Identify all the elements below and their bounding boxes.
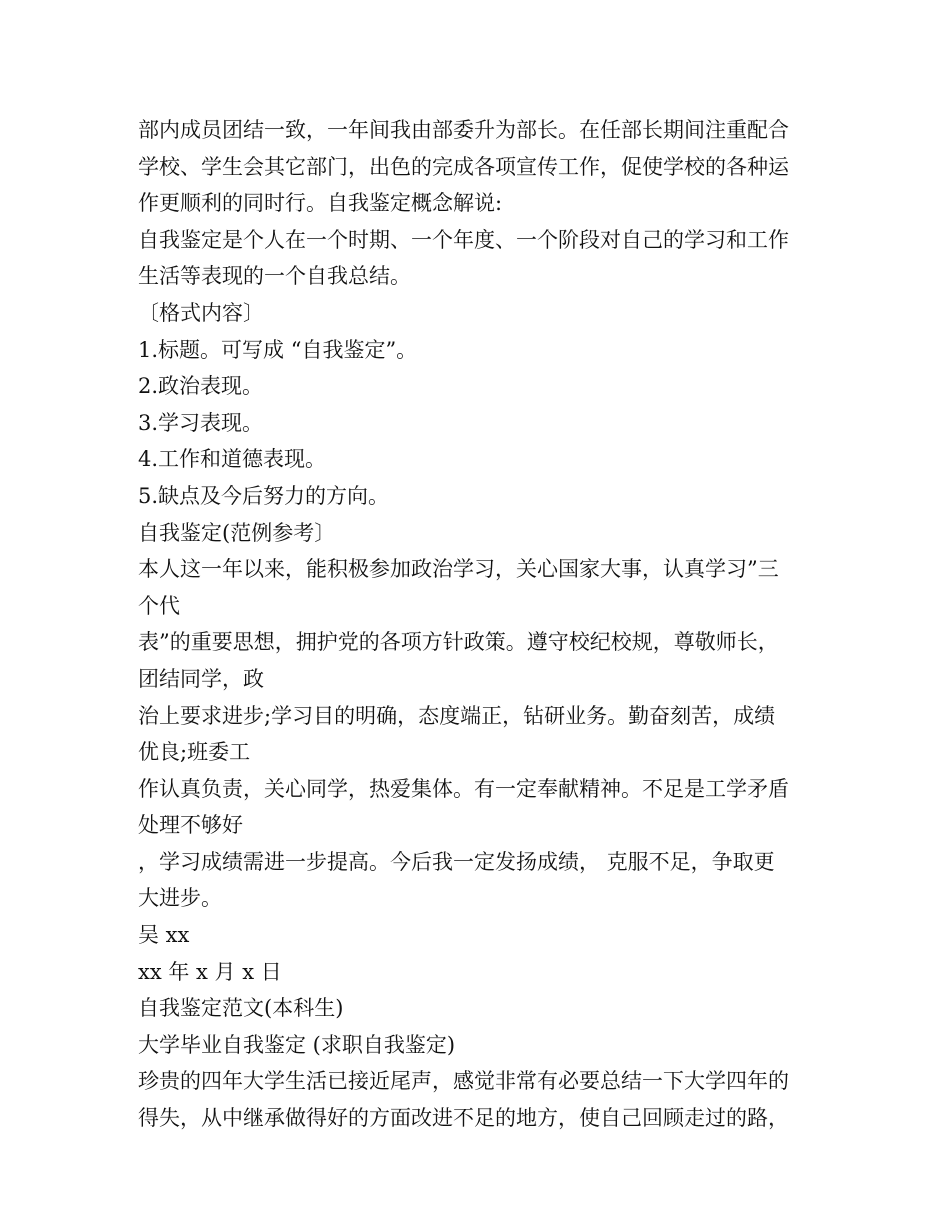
text-line: 学校、学生会其它部门，出色的完成各项宣传工作，促使学校的各种运 bbox=[138, 154, 789, 179]
list-item: 2.政治表现。 bbox=[138, 374, 264, 399]
text-line: 自我鉴定是个人在一个时期、一个年度、一个阶段对自己的学习和工作 bbox=[138, 227, 789, 252]
signature-name: 吴 xx bbox=[138, 923, 190, 948]
list-item: 4.工作和道德表现。 bbox=[138, 447, 327, 472]
text-line: 珍贵的四年大学生活已接近尾声，感觉非常有必要总结一下大学四年的 bbox=[138, 1069, 789, 1094]
section-heading: 自我鉴定(范例参考〕 bbox=[138, 520, 336, 545]
text-line: 个代 bbox=[138, 593, 180, 618]
text-line: 部内成员团结一致，一年间我由部委升为部长。在任部长期间注重配合 bbox=[138, 118, 789, 142]
text-line: 生活等表现的一个自我总结。 bbox=[138, 264, 411, 289]
section-heading: 〔格式内容〕 bbox=[138, 300, 264, 325]
text-line: 本人这一年以来，能积极参加政治学习，关心国家大事，认真学习”三 bbox=[138, 557, 779, 582]
text-line: 处理不够好 bbox=[138, 813, 243, 838]
text-line: 得失，从中继承做得好的方面改进不足的地方，使自己回顾走过的路， bbox=[138, 1106, 789, 1131]
section-heading: 大学毕业自我鉴定 (求职自我鉴定) bbox=[138, 1032, 456, 1057]
text-line: 大进步。 bbox=[138, 886, 222, 911]
list-item: 5.缺点及今后努力的方向。 bbox=[138, 483, 390, 508]
list-item: 3.学习表现。 bbox=[138, 410, 264, 435]
signature-date: xx 年 x 月 x 日 bbox=[138, 959, 282, 984]
text-line: 表”的重要思想，拥护党的各项方针政策。遵守校纪校规，尊敬师长， bbox=[138, 630, 779, 655]
text-line: 团结同学，政 bbox=[138, 666, 264, 691]
section-heading: 自我鉴定范文(本科生) bbox=[138, 996, 344, 1021]
text-line: 作更顺利的同时行。自我鉴定概念解说: bbox=[138, 191, 503, 216]
text-line: 治上要求进步;学习目的明确，态度端正，钻研业务。勤奋刻苦，成绩 bbox=[138, 703, 776, 728]
list-item: 1.标题。可写成 “自我鉴定”。 bbox=[138, 337, 418, 362]
document-body bbox=[138, 112, 818, 1137]
text-line: 作认真负责，关心同学，热爱集体。有一定奉献精神。不足是工学矛盾 bbox=[138, 776, 789, 801]
text-line: ，学习成绩需进一步提高。今后我一定发扬成绩， 克服不足，争取更 bbox=[138, 849, 775, 874]
text-line: 优良;班委工 bbox=[138, 740, 251, 765]
